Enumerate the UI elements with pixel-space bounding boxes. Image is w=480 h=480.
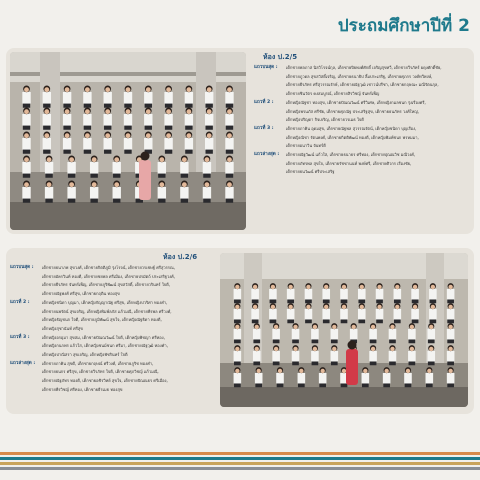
student-figure bbox=[376, 289, 384, 299]
student-roster bbox=[10, 264, 214, 395]
student-figure bbox=[411, 289, 419, 299]
names-line: เด็กชายนพรัตน์ สุขเจริญ, เด็กหญิงพิมพ์ลภัส แก้วมณี, เด็กชายพีรพล ศรีวงศ์, bbox=[42, 308, 172, 314]
names-line: เด็กหญิงพรนภัส ศรีชัย, เด็กชายศุภณัฐ ประเสริฐสุข, เด็กชายธนภัทร วงศ์ใหญ่, bbox=[286, 108, 419, 114]
student-figure bbox=[322, 289, 330, 299]
roster-row bbox=[254, 151, 468, 177]
teacher-figure bbox=[346, 349, 358, 385]
student-figure bbox=[253, 329, 261, 339]
student-figure bbox=[205, 114, 213, 126]
student-figure bbox=[185, 114, 193, 126]
row-label: แถวบนสุด : bbox=[254, 65, 278, 70]
names-line: เด็กหญิงชนิดา บุญมา, เด็กหญิงกัญญาณัฐ ศรีสุข, เด็กหญิงปวริศา ทองคำ, bbox=[42, 299, 168, 305]
student-figure bbox=[234, 373, 242, 383]
student-figure bbox=[22, 162, 30, 174]
names-line: เด็กหญิงอรอุมา สุขสม, เด็กชายปัณณวัฒน์ ใจดี, เด็กหญิงพิชญา ศรีทอง, bbox=[42, 334, 165, 340]
student-figure bbox=[63, 114, 71, 126]
student-figure bbox=[185, 92, 193, 104]
names-line: เด็กชายชินวัตร คงสมบูรณ์, เด็กชายสิรวิชญ์ จันทร์เพ็ญ bbox=[286, 91, 380, 97]
names-line: เด็กชายณัฐวัฒน์ แก้วใส, เด็กชายธนาธร ศรีทอง, เด็กชายปุณณวิช มณีวงศ์, bbox=[286, 152, 416, 158]
student-figure bbox=[427, 351, 435, 361]
student-figure bbox=[225, 162, 233, 174]
student-figure bbox=[63, 138, 71, 150]
student-figure bbox=[203, 162, 211, 174]
student-figure bbox=[234, 351, 242, 361]
row-names bbox=[42, 360, 214, 395]
student-figure bbox=[180, 162, 188, 174]
names-line: เด็กชายอนาวิน จันทร์ดี bbox=[286, 143, 326, 149]
class-photo bbox=[10, 52, 246, 230]
student-figure bbox=[63, 92, 71, 104]
student-figure bbox=[340, 309, 348, 319]
student-figure bbox=[427, 329, 435, 339]
student-figure bbox=[358, 309, 366, 319]
student-figure bbox=[429, 309, 437, 319]
student-figure bbox=[369, 329, 377, 339]
student-figure bbox=[234, 329, 242, 339]
student-figure bbox=[311, 351, 319, 361]
student-figure bbox=[253, 351, 261, 361]
class-panel-1 bbox=[6, 48, 474, 234]
row-names bbox=[42, 334, 214, 360]
student-figure bbox=[272, 329, 280, 339]
student-figure bbox=[276, 373, 284, 383]
names-line: เด็กชายภัทรพล สุขใจ, เด็กชายรัชชานนท์ พงษ์ศรี, เด็กชายศิวกร เรืองชัย, bbox=[286, 160, 412, 166]
student-figure bbox=[104, 138, 112, 150]
roster-row bbox=[10, 334, 214, 360]
names-line: เด็กชายภาคิน สุขดี, เด็กชายกฤษณ์ ศรีวงศ์, เด็กชายภูริช ทองคำ, bbox=[42, 360, 154, 366]
student-figure bbox=[340, 289, 348, 299]
student-roster bbox=[254, 64, 468, 177]
names-line: เด็กชายภาคิน อุดมสุข, เด็กชายณัฐพล สุวรรณรัตน์, เด็กหญิงชนิดา บุญเรือง, bbox=[286, 125, 417, 131]
names-line: เด็กชายธนกร ศรีสุข, เด็กชายวีรภัทร ใจดี, เด็กชายศุภวิชญ์ แก้วมณี, bbox=[42, 369, 159, 375]
student-figure bbox=[369, 351, 377, 361]
names-line: เด็กชายธนาภพ สุขวงศ์, เด็กชายกิตติภูมิ รุ่งโรจน์, เด็กชายวรเชษฐ์ ศรีสุวรรณ, bbox=[42, 265, 175, 270]
class-panel-2 bbox=[6, 248, 474, 414]
student-figure bbox=[22, 114, 30, 126]
student-figure bbox=[104, 92, 112, 104]
row-names bbox=[42, 264, 214, 299]
student-figure bbox=[287, 289, 295, 299]
student-figure bbox=[287, 309, 295, 319]
student-figure bbox=[319, 373, 327, 383]
student-figure bbox=[292, 329, 300, 339]
student-figure bbox=[225, 114, 233, 126]
student-figure bbox=[124, 114, 132, 126]
student-figure bbox=[158, 187, 166, 199]
student-figure bbox=[83, 114, 91, 126]
student-figure bbox=[394, 289, 402, 299]
student-figure bbox=[389, 329, 397, 339]
student-figure bbox=[225, 92, 233, 104]
stripe bbox=[0, 457, 480, 460]
student-figure bbox=[255, 373, 263, 383]
student-figure bbox=[331, 329, 339, 339]
page-title: ประถมศึกษาปีที่ 2 bbox=[337, 16, 470, 36]
row-names bbox=[286, 125, 468, 151]
student-figure bbox=[447, 351, 455, 361]
student-figure bbox=[22, 187, 30, 199]
student-figure bbox=[383, 373, 391, 383]
student-figure bbox=[234, 289, 242, 299]
row-label: แถวบนสุด : bbox=[10, 265, 34, 270]
row-label: แถวล่างสุด : bbox=[254, 152, 280, 158]
student-figure bbox=[144, 92, 152, 104]
student-figure bbox=[124, 138, 132, 150]
student-figure bbox=[331, 351, 339, 361]
student-figure bbox=[104, 114, 112, 126]
student-figure bbox=[408, 329, 416, 339]
student-figure bbox=[251, 289, 259, 299]
student-figure bbox=[251, 309, 259, 319]
student-figure bbox=[185, 138, 193, 150]
names-line: เด็กหญิงธัญชนก ใจดี, เด็กชายภูมิพัฒน์ สุขใจ, เด็กหญิงณัฐธิดา ทองดี, bbox=[42, 317, 162, 323]
student-figure bbox=[90, 187, 98, 199]
student-figure bbox=[447, 373, 455, 383]
student-figure bbox=[83, 92, 91, 104]
student-figure bbox=[83, 138, 91, 150]
student-figure bbox=[164, 138, 172, 150]
student-figure bbox=[67, 187, 75, 199]
student-figure bbox=[144, 114, 152, 126]
student-figure bbox=[404, 373, 412, 383]
names-line: เด็กชายภูวดล สุขสวัสดิ์เจริญ, เด็กชายธนาธิป ลิ้มประเสริฐ, เด็กชายศุภกร วงศ์ทวีพงษ์, bbox=[286, 73, 433, 79]
student-figure bbox=[180, 187, 188, 199]
student-figure bbox=[45, 162, 53, 174]
student-figure bbox=[43, 92, 51, 104]
teacher-figure bbox=[139, 160, 151, 200]
student-figure bbox=[426, 373, 434, 383]
student-figure bbox=[269, 289, 277, 299]
row-names bbox=[286, 64, 468, 99]
names-line: เด็กชายณัฐพงศ์ ศรีสุข, เด็กชายกฤติน ทองสุข bbox=[42, 291, 120, 297]
names-line: เด็กหญิงกนกพร แก้วใส, เด็กหญิงชนม์ชนก ศรีมา, เด็กชายณัฐวุฒิ ทองคำ, bbox=[42, 343, 168, 349]
stripe bbox=[0, 467, 480, 470]
names-line: เด็กชายณัฐภัทร ทองดี, เด็กชายอชิรวิทย์ สุขใจ, เด็กชายปัณณธร ศรีเมือง, bbox=[42, 378, 168, 384]
student-figure bbox=[292, 351, 300, 361]
names-line: เด็กชายธีรภัทร ศรีสุวรรณรักษ์, เด็กชายณัฐวุฒิ เชาวน์ปรีชา, เด็กชายกฤษณะ มณีรัตนกุล, bbox=[286, 82, 439, 88]
student-figure bbox=[225, 187, 233, 199]
student-figure bbox=[90, 162, 98, 174]
student-figure bbox=[447, 289, 455, 299]
row-names bbox=[286, 151, 468, 177]
student-figure bbox=[205, 138, 213, 150]
student-figure bbox=[22, 92, 30, 104]
student-figure bbox=[203, 187, 211, 199]
class-label: ห้อง ป.2/5 bbox=[263, 53, 298, 61]
student-figure bbox=[124, 92, 132, 104]
row-label: แถวที่ 2 : bbox=[254, 99, 274, 105]
student-figure bbox=[22, 138, 30, 150]
names-line: เด็กชายธนวัฒน์ ศรีประเสริฐ bbox=[286, 169, 335, 175]
student-figure bbox=[298, 373, 306, 383]
row-label: แถวที่ 3 : bbox=[10, 334, 30, 340]
stripe bbox=[0, 462, 480, 465]
student-figure bbox=[43, 114, 51, 126]
student-figure bbox=[408, 351, 416, 361]
row-label: แถวล่างสุด : bbox=[10, 360, 36, 366]
student-figure bbox=[205, 92, 213, 104]
roster-row bbox=[254, 64, 468, 99]
student-figure bbox=[158, 162, 166, 174]
row-label: แถวที่ 3 : bbox=[254, 125, 274, 131]
student-figure bbox=[144, 138, 152, 150]
roster-row bbox=[254, 99, 468, 125]
roster-row bbox=[10, 299, 214, 334]
row-names bbox=[42, 299, 214, 334]
student-figure bbox=[447, 309, 455, 319]
student-figure bbox=[376, 309, 384, 319]
names-line: เด็กหญิงณัฐชา ทองสุข, เด็กชายปัณณวัฒน์ ศรีวิเศษ, เด็กหญิงกมลชนก รุ่งเรืองศรี, bbox=[286, 99, 426, 105]
student-figure bbox=[164, 92, 172, 104]
student-figure bbox=[45, 187, 53, 199]
student-figure bbox=[234, 309, 242, 319]
names-line: เด็กชายพลภาส นิลวิโรจน์กุล, เด็กชายปิยพงศ์ศักดิ์ เจริญสุขทวี, เด็กชายวีรภัทร์ ผดุงศักดิ์ชัย, bbox=[286, 65, 442, 70]
student-figure bbox=[164, 114, 172, 126]
student-figure bbox=[429, 289, 437, 299]
student-figure bbox=[225, 138, 233, 150]
class-photo bbox=[220, 253, 468, 407]
names-line: เด็กหญิงปาณิสรา สุขเจริญ, เด็กหญิงพัชรินทร์ ใจดี bbox=[42, 352, 128, 358]
student-figure bbox=[411, 309, 419, 319]
names-line: เด็กหญิงณิชา รัตนพงศ์, เด็กชายกิตติพัฒน์ ทองดี, เด็กหญิงพิมพ์ชนก พรหมมา, bbox=[286, 134, 419, 140]
decorative-stripes bbox=[0, 452, 480, 472]
student-figure bbox=[322, 309, 330, 319]
student-figure bbox=[389, 351, 397, 361]
names-line: เด็กชายธีรภัทร จันทร์เพ็ญ, เด็กชายภูริพัฒน์ สุขสวัสดิ์, เด็กชายวรินทร์ ใจดี, bbox=[42, 282, 171, 288]
student-figure bbox=[43, 138, 51, 150]
roster-row bbox=[10, 264, 214, 299]
student-figure bbox=[358, 289, 366, 299]
names-line: เด็กชายพีรวิชญ์ ศรีทอง, เด็กชายธีรเมธ ทองสุข bbox=[42, 386, 123, 392]
names-line: เด็กหญิงสุชานันท์ ศรีสุข bbox=[42, 325, 84, 331]
student-figure bbox=[305, 309, 313, 319]
student-figure bbox=[67, 162, 75, 174]
student-figure bbox=[269, 309, 277, 319]
student-figure bbox=[311, 329, 319, 339]
row-label: แถวที่ 2 : bbox=[10, 299, 30, 305]
student-figure bbox=[362, 373, 370, 383]
student-figure bbox=[113, 187, 121, 199]
names-line: เด็กชายอัครวินท์ ทองดี, เด็กชายชยพล ศรีเมือง, เด็กชายปรมัตถ์ ประเสริฐวงศ์, bbox=[42, 273, 175, 279]
student-figure bbox=[394, 309, 402, 319]
student-figure bbox=[113, 162, 121, 174]
roster-row bbox=[10, 360, 214, 395]
student-figure bbox=[305, 289, 313, 299]
class-label: ห้อง ป.2/6 bbox=[163, 253, 198, 261]
names-line: เด็กหญิงปริญดา กิจเจริญ, เด็กชายวรเมธ ใจดี bbox=[286, 117, 364, 123]
student-figure bbox=[350, 329, 358, 339]
student-figure bbox=[272, 351, 280, 361]
stripe bbox=[0, 452, 480, 455]
student-figure bbox=[447, 329, 455, 339]
roster-row bbox=[254, 125, 468, 151]
row-names bbox=[286, 99, 468, 125]
